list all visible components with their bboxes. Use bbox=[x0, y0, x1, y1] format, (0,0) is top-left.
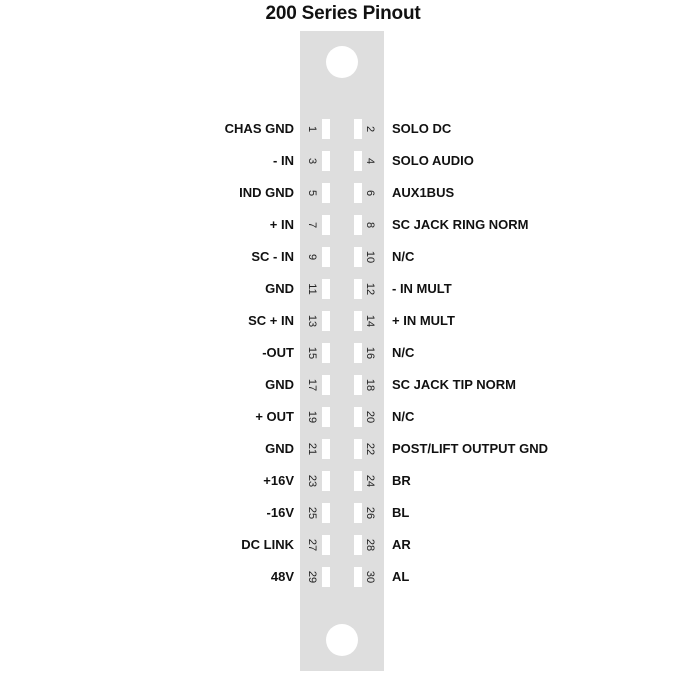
pin-pad-even bbox=[354, 471, 362, 491]
pin-number-odd: 19 bbox=[306, 410, 318, 424]
pin-label-left: -OUT bbox=[262, 345, 294, 360]
pin-number-even: 12 bbox=[364, 282, 376, 296]
pin-pad-even bbox=[354, 439, 362, 459]
pin-label-right: AL bbox=[392, 569, 410, 584]
pin-pad-odd bbox=[322, 471, 330, 491]
pin-pad-odd bbox=[322, 375, 330, 395]
pin-pad-even bbox=[354, 503, 362, 523]
pin-number-odd: 27 bbox=[306, 538, 318, 552]
pin-label-left: -16V bbox=[266, 505, 294, 520]
pin-label-right: N/C bbox=[392, 249, 415, 264]
pin-row bbox=[0, 215, 686, 235]
pin-pad-odd bbox=[322, 567, 330, 587]
pin-number-odd: 3 bbox=[306, 157, 318, 165]
pin-number-even: 8 bbox=[364, 221, 376, 229]
pin-label-right: POST/LIFT OUTPUT GND bbox=[392, 441, 548, 456]
pin-label-left: GND bbox=[265, 441, 294, 456]
pin-row bbox=[0, 151, 686, 171]
pin-number-odd: 23 bbox=[306, 474, 318, 488]
pin-number-odd: 21 bbox=[306, 442, 318, 456]
pin-pad-even bbox=[354, 311, 362, 331]
pin-pad-even bbox=[354, 407, 362, 427]
pin-pad-odd bbox=[322, 311, 330, 331]
pin-row bbox=[0, 567, 686, 587]
pin-pad-even bbox=[354, 279, 362, 299]
pin-number-odd: 15 bbox=[306, 346, 318, 360]
pin-row bbox=[0, 119, 686, 139]
pin-pad-odd bbox=[322, 215, 330, 235]
pin-label-left: DC LINK bbox=[241, 537, 294, 552]
pin-pad-odd bbox=[322, 119, 330, 139]
pin-number-odd: 13 bbox=[306, 314, 318, 328]
mounting-hole-bottom bbox=[326, 624, 358, 656]
pin-pad-odd bbox=[322, 535, 330, 555]
pin-number-even: 4 bbox=[364, 157, 376, 165]
pin-label-left: GND bbox=[265, 281, 294, 296]
pin-pad-odd bbox=[322, 439, 330, 459]
pin-number-odd: 29 bbox=[306, 570, 318, 584]
pin-row bbox=[0, 471, 686, 491]
pin-number-even: 30 bbox=[364, 570, 376, 584]
pin-row bbox=[0, 279, 686, 299]
pin-label-right: AR bbox=[392, 537, 411, 552]
pin-row bbox=[0, 407, 686, 427]
pin-row bbox=[0, 375, 686, 395]
pin-label-left: CHAS GND bbox=[224, 121, 294, 136]
pin-pad-even bbox=[354, 247, 362, 267]
diagram-title: 200 Series Pinout bbox=[265, 3, 421, 24]
pin-row bbox=[0, 535, 686, 555]
pin-label-left: 48V bbox=[270, 569, 294, 584]
pin-label-right: SOLO AUDIO bbox=[392, 153, 474, 168]
pin-number-even: 22 bbox=[364, 442, 376, 456]
pin-pad-even bbox=[354, 119, 362, 139]
pin-number-even: 18 bbox=[364, 378, 376, 392]
pin-number-even: 10 bbox=[364, 250, 376, 264]
pin-label-right: SOLO DC bbox=[392, 121, 452, 136]
pin-label-left: + IN bbox=[269, 217, 294, 232]
pin-number-odd: 25 bbox=[306, 506, 318, 520]
pin-label-left: SC - IN bbox=[251, 249, 294, 264]
pin-pad-even bbox=[354, 151, 362, 171]
pin-label-left: SC + IN bbox=[248, 313, 294, 328]
pin-label-right: BR bbox=[392, 473, 411, 488]
pin-row bbox=[0, 247, 686, 267]
pin-pad-odd bbox=[322, 279, 330, 299]
pin-pad-even bbox=[354, 343, 362, 363]
pin-number-even: 6 bbox=[364, 189, 376, 197]
pin-label-left: IND GND bbox=[239, 185, 294, 200]
pin-pad-even bbox=[354, 215, 362, 235]
pin-number-odd: 5 bbox=[306, 189, 318, 197]
pin-number-odd: 17 bbox=[306, 378, 318, 392]
pin-number-even: 16 bbox=[364, 346, 376, 360]
pin-number-even: 28 bbox=[364, 538, 376, 552]
pin-label-right: SC JACK TIP NORM bbox=[392, 377, 516, 392]
pin-pad-odd bbox=[322, 343, 330, 363]
mounting-hole-top bbox=[326, 46, 358, 78]
pin-number-even: 14 bbox=[364, 314, 376, 328]
pin-pad-even bbox=[354, 535, 362, 555]
pin-number-odd: 9 bbox=[306, 253, 318, 261]
pin-number-odd: 7 bbox=[306, 221, 318, 229]
pin-label-right: BL bbox=[392, 505, 410, 520]
pin-row bbox=[0, 439, 686, 459]
pin-label-right: N/C bbox=[392, 345, 415, 360]
pin-row bbox=[0, 343, 686, 363]
pin-label-left: GND bbox=[265, 377, 294, 392]
pin-number-even: 2 bbox=[364, 125, 376, 133]
pin-label-right: - IN MULT bbox=[392, 281, 452, 296]
pin-pad-even bbox=[354, 183, 362, 203]
pin-row bbox=[0, 311, 686, 331]
pin-row bbox=[0, 503, 686, 523]
pin-pad-odd bbox=[322, 247, 330, 267]
pin-label-right: SC JACK RING NORM bbox=[392, 217, 529, 232]
pin-label-right: N/C bbox=[392, 409, 415, 424]
pin-pad-odd bbox=[322, 407, 330, 427]
pin-label-left: - IN bbox=[273, 153, 294, 168]
pin-number-odd: 11 bbox=[306, 283, 318, 295]
pin-pad-even bbox=[354, 375, 362, 395]
pin-label-left: +16V bbox=[263, 473, 294, 488]
pin-pad-odd bbox=[322, 503, 330, 523]
pin-label-left: + OUT bbox=[255, 409, 294, 424]
pin-number-odd: 1 bbox=[306, 125, 318, 133]
pin-pad-odd bbox=[322, 183, 330, 203]
pin-number-even: 24 bbox=[364, 474, 376, 488]
pin-row bbox=[0, 183, 686, 203]
pin-label-right: + IN MULT bbox=[392, 313, 455, 328]
pin-number-even: 26 bbox=[364, 506, 376, 520]
pin-number-even: 20 bbox=[364, 410, 376, 424]
pin-label-right: AUX1BUS bbox=[392, 185, 455, 200]
pin-pad-odd bbox=[322, 151, 330, 171]
pin-pad-even bbox=[354, 567, 362, 587]
